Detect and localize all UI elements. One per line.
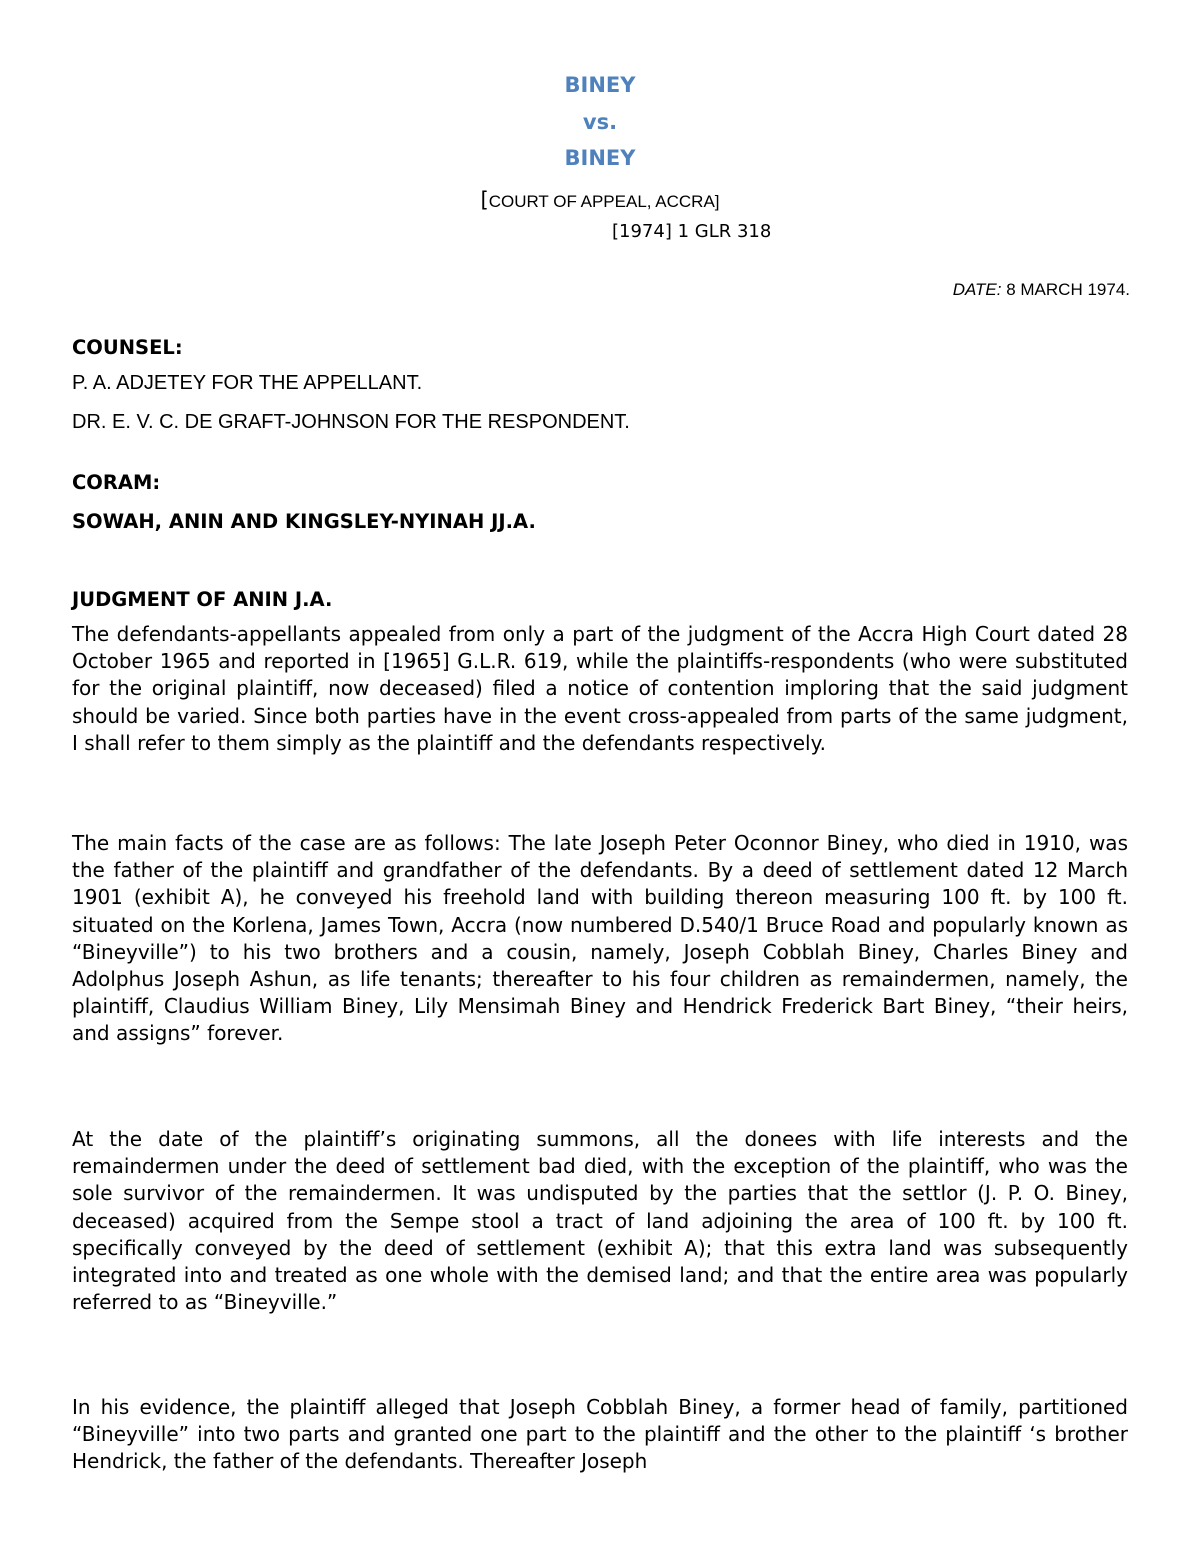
judgment-paragraph: In his evidence, the plaintiff alleged that Joseph Cobblah Biney, a former head of family, partitioned “Bineyville” into two parts and granted one part to the plaintiff and the other to the plaintiff ‘s brother Hendrick, the father of the defendants. Thereafter Joseph bbox=[72, 1395, 1128, 1474]
case-party-1: BINEY bbox=[564, 73, 636, 97]
judgment-paragraph: The defendants-appellants appealed from only a part of the judgment of the Accra High Court dated 28 October 1965 and reported in [1965] G.L.R. 619, while the plaintiffs-respondents (who were substituted for the original plaintiff, now deceased) filed a notice of contention imploring that the said judgment should be varied. Since both parties have in the event cross-appealed from parts of the same judgment, I shall refer to them simply as the plaintiff and the defendants respectively. bbox=[72, 622, 1128, 755]
judgment-paragraph: The main facts of the case are as follows: The late Joseph Peter Oconnor Biney, who died in 1910, was the father of the plaintiff and grandfather of the defendants. By a deed of settlement dated 12 March 1901 (exhibit A), he conveyed his freehold land with building thereon measuring 100 ft. by 100 ft. situated on the Korlena, James Town, Accra (now numbered D.540/1 Bruce Road and popularly known as “Bineyville”) to his two brothers and a cousin, namely, Joseph Cobblah Biney, Charles Biney and Adolphus Joseph Ashun, as life tenants; thereafter to his four children as remaindermen, namely, the plaintiff, Claudius William Biney, Lily Mensimah Biney and Hendrick Frederick Bart Biney, “their heirs, and assigns” forever. bbox=[72, 831, 1128, 1046]
coram-heading: CORAM: bbox=[72, 471, 161, 494]
case-citation: [1974] 1 GLR 318 bbox=[612, 221, 772, 242]
judgment-paragraph: At the date of the plaintiff’s originating summons, all the donees with life interests and the remaindermen under the deed of settlement bad died, with the exception of the plaintiff, who was the sole survivor of the remaindermen. It was undisputed by the parties that the settlor (J. P. O. Biney, deceased) acquired from the Sempe stool a tract of land adjoining the area of 100 ft. by 100 ft. specifically conveyed by the deed of settlement (exhibit A); that this extra land was subsequently integrated into and treated as one whole with the demised land; and that the entire area was popularly referred to as “Bineyville.” bbox=[72, 1127, 1128, 1315]
judgment-heading: JUDGMENT OF ANIN J.A. bbox=[72, 588, 333, 611]
court-text: COURT OF APPEAL, ACCRA] bbox=[488, 192, 720, 211]
counsel-heading: COUNSEL: bbox=[72, 336, 183, 359]
coram-judges: SOWAH, ANIN AND KINGSLEY-NYINAH JJ.A. bbox=[72, 510, 536, 533]
counsel-respondent: DR. E. V. C. DE GRAFT-JOHNSON FOR THE RESPONDENT. bbox=[72, 411, 630, 433]
date-value: 8 MARCH 1974. bbox=[1001, 280, 1130, 299]
case-party-2: BINEY bbox=[564, 146, 636, 170]
counsel-appellant: P. A. ADJETEY FOR THE APPELLANT. bbox=[72, 372, 423, 394]
court-name bbox=[0, 187, 1200, 215]
judgment-date bbox=[953, 277, 1130, 303]
court-bracket: [ bbox=[480, 188, 489, 212]
date-label: DATE: bbox=[952, 280, 1002, 299]
case-versus: vs. bbox=[582, 110, 618, 134]
